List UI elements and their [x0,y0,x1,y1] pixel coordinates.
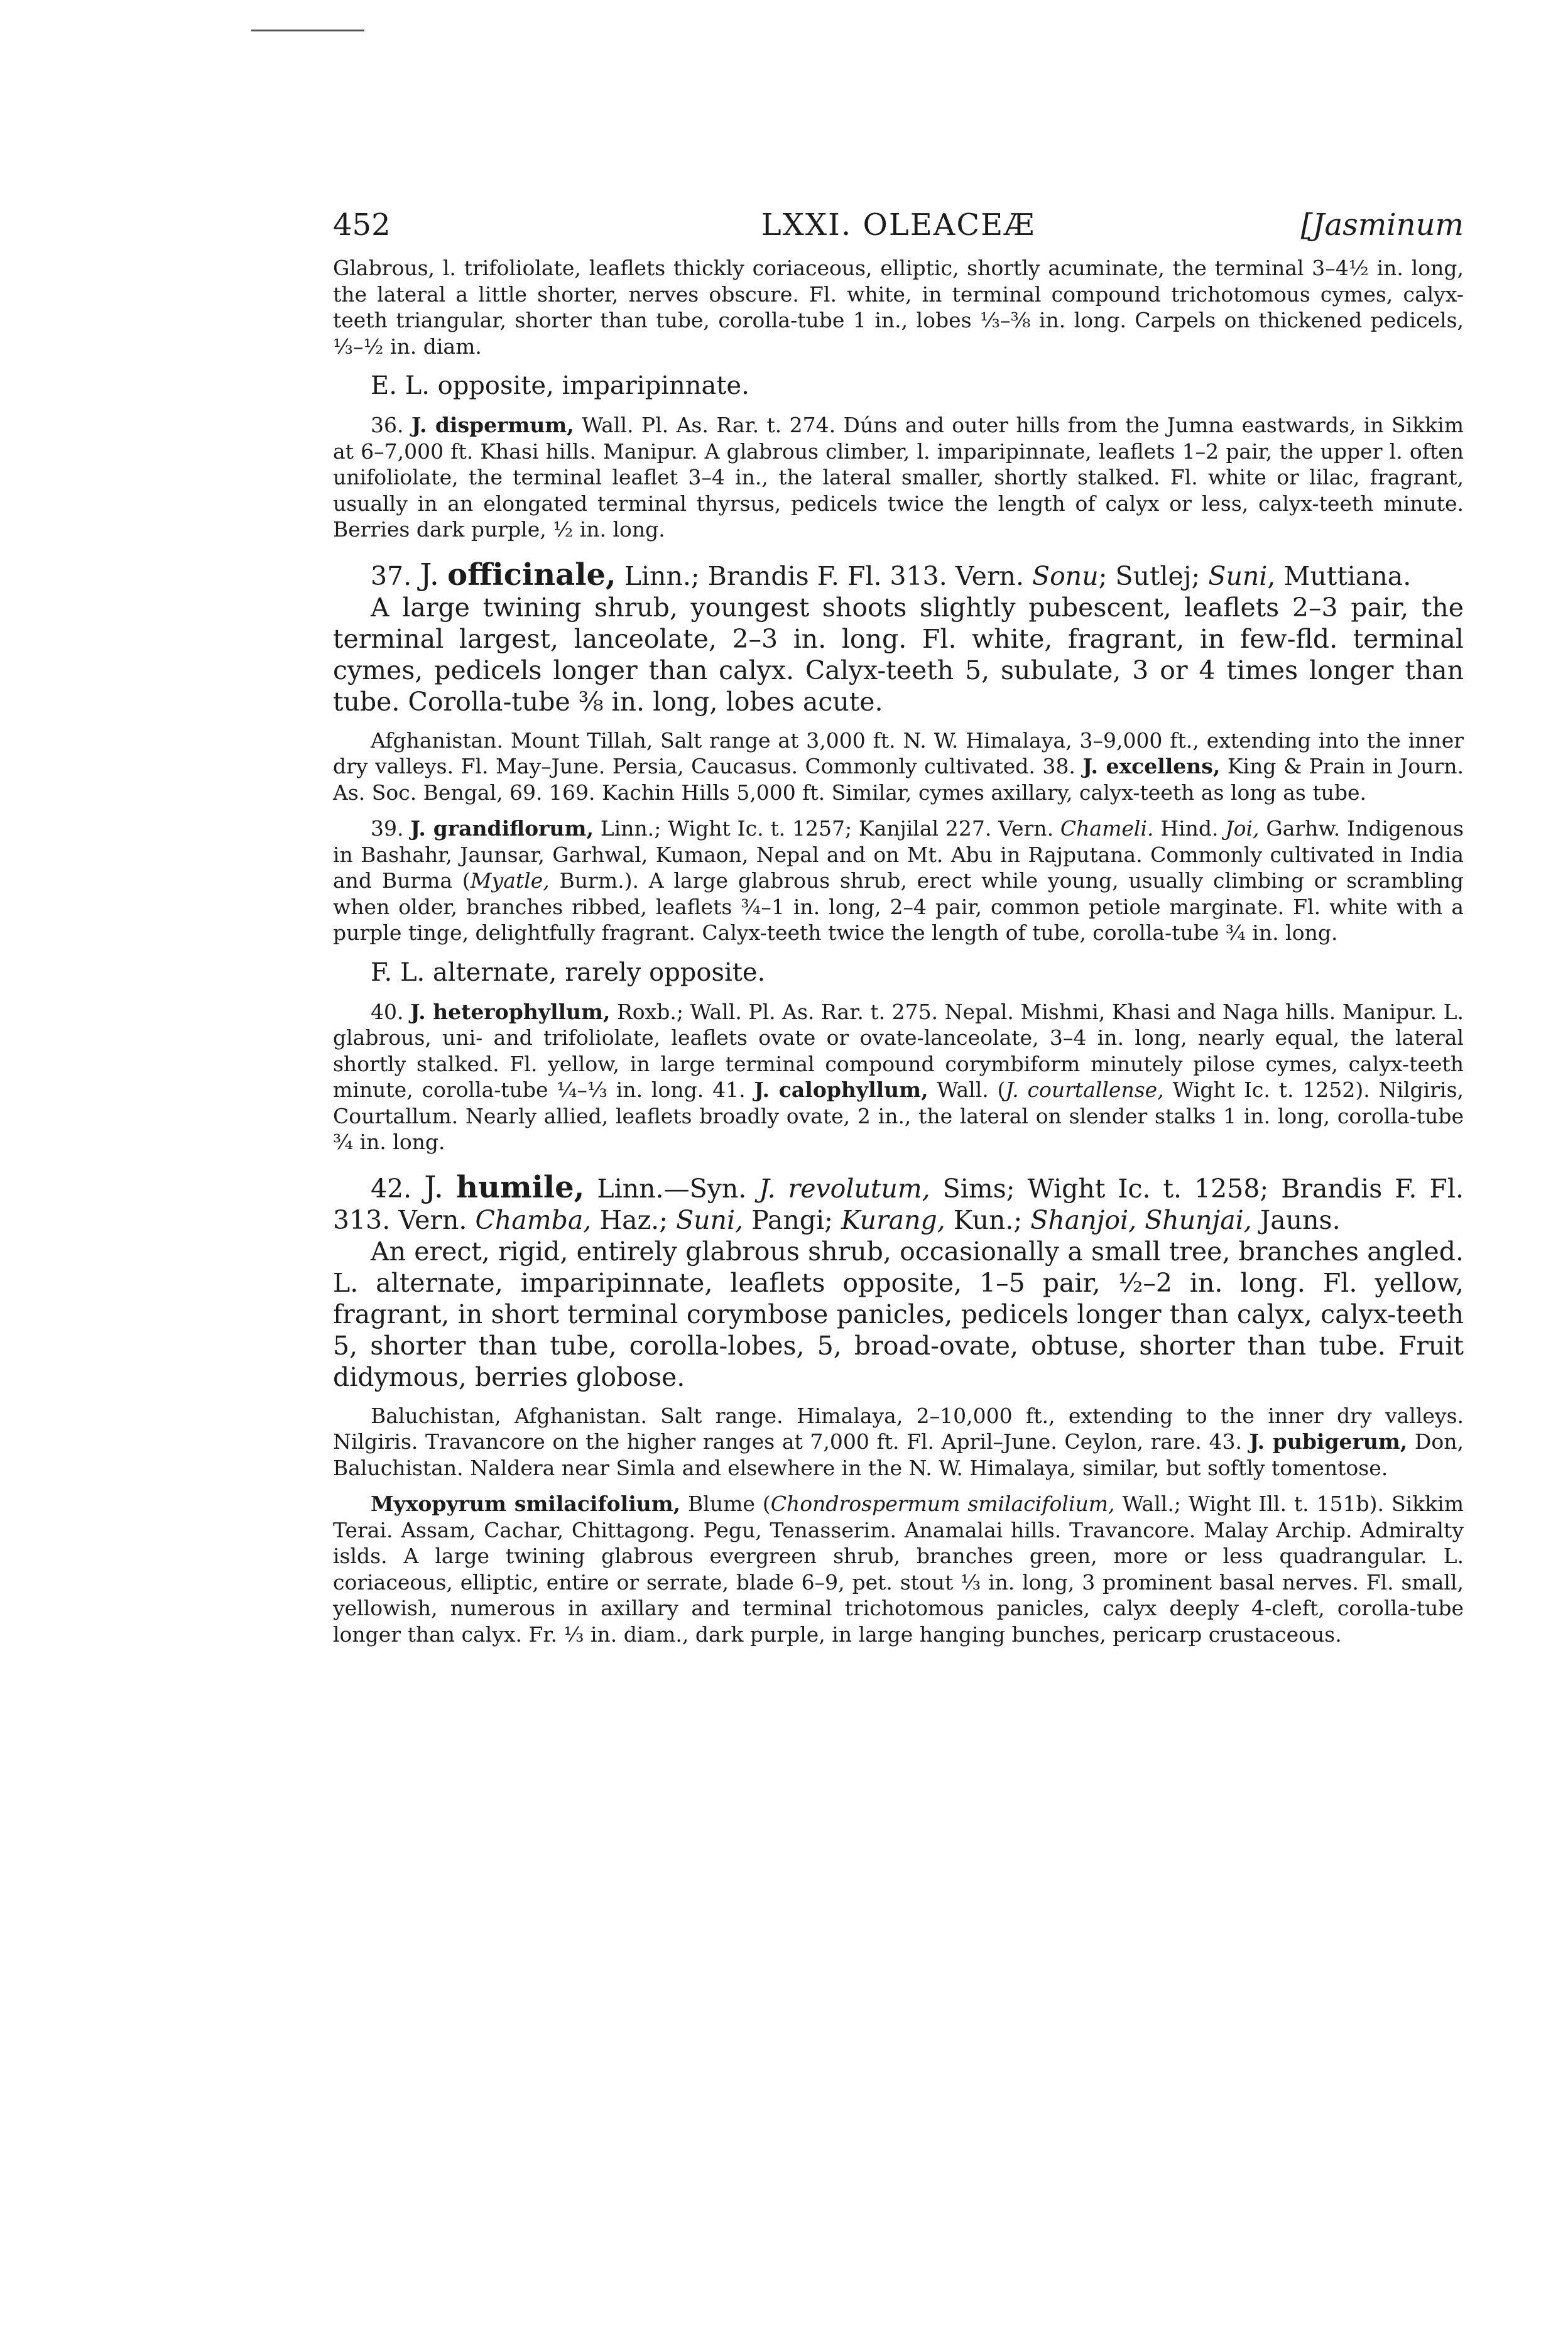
genus-running-head: [Jasminum [1300,207,1464,243]
section-e-heading: E. L. opposite, imparipinnate. [371,371,749,400]
species-number: 36. [371,413,404,437]
species-37-heading [333,559,1464,592]
authority-text: Linn.; Brandis F. Fl. 313. Vern. [616,560,1033,591]
species-name: J. pubigerum, [1249,1429,1408,1454]
vernacular-name: Suni, [676,1204,744,1235]
species-text: Blume ( [680,1491,771,1516]
species-37-distribution [333,728,1464,806]
locality-text: Jauns. [1251,1204,1341,1235]
genus-abbrev: J. [424,1169,444,1205]
authority-text: Linn.—Syn. [584,1173,760,1204]
species-42-distribution [333,1403,1464,1481]
species-text: Garhw. Indigenous in Bashahr, Jaunsar, Garhwal, Kumaon, Nepal and on Mt. Abu in Rajputana. Commonly cultivated in India and Burma ( [333,816,1464,893]
page-number: 452 [333,207,391,243]
species-number: 38. [1042,754,1075,778]
species-name: Myxopyrum smilacifolium, [371,1491,681,1516]
vernacular-name: Kurang, [841,1204,945,1235]
authority-text: Sims; Wight Ic. t. 1258; Brandis F. Fl. 313. Vern. [333,1173,1464,1235]
species-name: J. dispermum, [411,413,574,437]
species-name: humile, [456,1169,585,1205]
running-header [333,207,1464,243]
vernacular-name: Myatle, [470,868,550,893]
species-text: Wight Ic. t. 1252). Nilgiris, Courtallum. Nearly allied, leaflets broadly ovate, 2 in., the lateral on slender stalks 1 in. long, corolla-tube ¾ in. long. [333,1077,1464,1154]
species-number: 43. [1209,1429,1242,1454]
synonym: J. revolutum, [759,1173,930,1204]
species-name: J. heterophyllum, [410,999,611,1024]
top-edge-rule [251,30,364,31]
species-name: J. excellens, [1082,754,1221,778]
species-text: Wall. ( [928,1077,1006,1102]
distribution-text: Afghanistan. Mount Tillah, Salt range at 3,000 ft. N. W. Himalaya, 3–9,000 ft., extending into the inner dry valleys. Fl. May–June. Persia, Caucasus. Commonly cultivated. [333,728,1464,778]
chapter-title: LXXI. OLEACEÆ [761,207,1036,243]
vernacular-name: Sonu [1032,560,1099,591]
species-text: King & Prain in Journ. As. Soc. Bengal, 69. 169. Kachin Hills 5,000 ft. Similar, cymes axillary, calyx-teeth as long as tube. [333,754,1464,805]
species-number: 37. [371,560,412,591]
genus-abbrev: J. [420,557,440,592]
synonym: Chondrospermum smilacifolium, [770,1491,1115,1516]
species-36-entry [333,412,1464,543]
synonym: J. courtallense, [1005,1077,1164,1102]
locality-text: Pangi; [743,1204,841,1235]
myxopyrum-entry [333,1491,1464,1647]
species-42-heading [333,1169,1464,1236]
species-39-entry [333,815,1464,946]
locality-text: ; Sutlej; [1098,560,1209,591]
species-name: J. grandiflorum, [410,816,594,841]
species-name: J. calophyllum, [754,1077,928,1102]
species-35-continuation: Glabrous, l. trifoliolate, leaflets thickly coriaceous, elliptic, shortly acuminate, the terminal 3–4½ in. long, the lateral a little shorter, nerves obscure. Fl. white, in terminal compound trichotomous cymes, calyx-teeth triangular, shorter than tube, corolla-tube 1 in., lobes ⅓–⅜ in. long. Carpels on thickened pedicels, ⅓–½ in. diam. [333,256,1464,359]
species-37-description: A large twining shrub, youngest shoots slightly pubescent, leaflets 2–3 pair, the terminal largest, lanceolate, 2–3 in. long. Fl. white, fragrant, in few-fld. terminal cymes, pedicels longer than calyx. Calyx-teeth 5, subulate, 3 or 4 times longer than tube. Corolla-tube ⅜ in. long, lobes acute. [333,592,1464,717]
vernacular-name: Joi, [1225,816,1260,841]
species-number: 39. [371,816,404,841]
vernacular-name: Shanjoi, Shunjai, [1030,1204,1252,1235]
species-text: Hind. [1153,816,1226,841]
species-text: Wall. Pl. As. Rar. t. 274. Dúns and outer hills from the Jumna eastwards, in Sikkim at 6–7,000 ft. Khasi hills. Manipur. A glabrous climber, l. imparipinnate, leaflets 1–2 pair, the upper l. often unifoliolate, the terminal leaflet 3–4 in., the lateral smaller, shortly stalked. Fl. white or lilac, fragrant, usually in an elongated terminal thyrsus, pedicels twice the length of calyx or less, calyx-teeth minute. Berries dark purple, ½ in. long. [333,413,1464,542]
species-number: 41. [712,1077,746,1102]
section-f-heading: F. L. alternate, rarely opposite. [371,957,766,987]
vernacular-name: Suni [1208,560,1268,591]
species-text: Don, Baluchistan. Naldera near Simla and elsewhere in the N. W. Himalaya, similar, but softly tomentose. [333,1429,1464,1480]
species-text: Wall.; Wight Ill. t. 151b). Sikkim Terai. Assam, Cachar, Chittagong. Pegu, Tenasserim. Anamalai hills. Travancore. Malay Archip. Admiralty islds. A large twining glabrous evergreen shrub, branches green, more or less quadrangular. L. coriaceous, elliptic, entire or serrate, blade 6–9, pet. stout ⅓ in. long, 3 prominent basal nerves. Fl. small, yellowish, numerous in axillary and terminal trichotomous panicles, calyx deeply 4-cleft, corolla-tube longer than calyx. Fr. ⅓ in. diam., dark purple, in large hanging bunches, pericarp crustaceous. [333,1491,1464,1647]
locality-text: Haz.; [591,1204,677,1235]
locality-text: , Muttiana. [1267,560,1412,591]
vernacular-name: Chamba, [475,1204,592,1235]
book-page [333,207,1464,1647]
vernacular-name: Chameli. [1060,816,1154,841]
species-text: Roxb.; Wall. Pl. As. Rar. t. 275. Nepal. Mishmi, Khasi and Naga hills. Manipur. L. glabrous, uni- and trifoliolate, leaflets ovate or ovate-lanceolate, 3–4 in. long, nearly equal, the lateral shortly stalked. Fl. yellow, in large terminal compound corymbiform minutely pilose cymes, calyx-teeth minute, corolla-tube ¼–⅓ in. long. [333,999,1464,1102]
species-42-description: An erect, rigid, entirely glabrous shrub, occasionally a small tree, branches angled. L. alternate, imparipinnate, leaflets opposite, 1–5 pair, ½–2 in. long. Fl. yellow, fragrant, in short terminal corymbose panicles, pedicels longer than calyx, calyx-teeth 5, shorter than tube, corolla-lobes, 5, broad-ovate, obtuse, shorter than tube. Fruit didymous, berries globose. [333,1236,1464,1392]
species-name: officinale, [447,557,616,592]
species-number: 42. [371,1173,412,1204]
locality-text: Kun.; [945,1204,1031,1235]
species-text: Burm.). A large glabrous shrub, erect while young, usually climbing or scrambling when older, branches ribbed, leaflets ¾–1 in. long, 2–4 pair, common petiole marginate. Fl. white with a purple tinge, delightfully fragrant. Calyx-teeth twice the length of tube, corolla-tube ¾ in. long. [333,868,1464,945]
species-40-entry [333,999,1464,1155]
distribution-text: Baluchistan, Afghanistan. Salt range. Himalaya, 2–10,000 ft., extending to the inner dry valleys. Nilgiris. Travancore on the higher ranges at 7,000 ft. Fl. April–June. Ceylon, rare. [333,1403,1464,1454]
species-text: Linn.; Wight Ic. t. 1257; Kanjilal 227. Vern. [593,816,1060,841]
species-number: 40. [371,999,404,1024]
